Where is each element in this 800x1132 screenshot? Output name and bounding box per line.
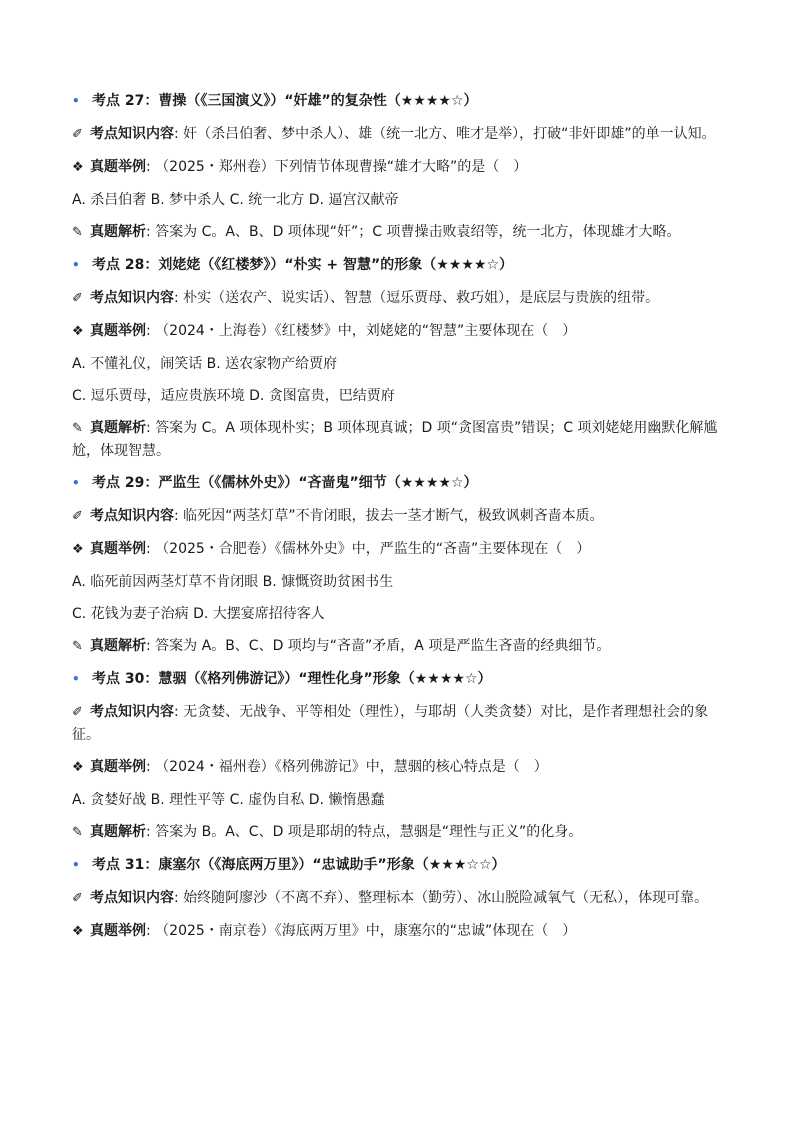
section-heading: [72, 254, 732, 276]
analysis-label: 真题解析: [90, 224, 146, 240]
knowledge-text: : 奸（杀吕伯奢、梦中杀人）、雄（统一北方、唯才是举），打破“非奸即雄”的单一认知。: [174, 126, 716, 142]
option-line: A. 杀吕伯奢 B. 梦中杀人 C. 统一北方 D. 逼宫汉献帝: [72, 192, 399, 208]
analysis-text: : 答案为 B。A、C、D 项是耶胡的特点，慧骃是“理性与正义”的化身。: [146, 824, 583, 840]
knowledge-paragraph: [72, 287, 732, 310]
section-31: [72, 854, 732, 943]
heading-text: 考点 31：康塞尔（《海底两万里》）“忠诚助手”形象（★★★☆☆）: [92, 857, 506, 873]
question-text: : （2024・上海卷）《红楼梦》中，刘姥姥的“智慧”主要体现在（ ）: [146, 323, 577, 339]
diamond-icon: ❖: [72, 160, 84, 175]
document-page: [72, 90, 732, 943]
option-line: C. 花钱为妻子治病 D. 大摆宴席招待客人: [72, 606, 325, 622]
question-label: 真题举例: [90, 541, 146, 557]
question-label: 真题举例: [90, 323, 146, 339]
section-heading: [72, 854, 732, 876]
bullet-icon: •: [72, 258, 80, 272]
option-line: A. 贪婪好战 B. 理性平等 C. 虚伪自私 D. 懒惰愚蠢: [72, 792, 385, 808]
pencil-icon: ✐: [72, 509, 83, 524]
knowledge-paragraph: [72, 887, 732, 910]
section-heading: [72, 668, 732, 690]
question-label: 真题举例: [90, 159, 146, 175]
analysis-label: 真题解析: [90, 638, 146, 654]
pen-icon: ✎: [72, 421, 83, 436]
heading-text: 考点 28：刘姥姥（《红楼梦》）“朴实 + 智慧”的形象（★★★★☆）: [92, 257, 513, 273]
knowledge-label: 考点知识内容: [90, 704, 174, 720]
section-28: [72, 254, 732, 462]
question-paragraph: [72, 756, 732, 779]
analysis-text: : 答案为 A。B、C、D 项均与“吝啬”矛盾，A 项是严监生吝啬的经典细节。: [146, 638, 611, 654]
question-paragraph: [72, 920, 732, 943]
option-line: A. 不懂礼仪，闹笑话 B. 送农家物产给贾府: [72, 356, 338, 372]
knowledge-text: : 始终随阿廖沙（不离不弃）、整理标本（勤劳）、冰山脱险减氧气（无私），体现可靠。: [174, 890, 709, 906]
knowledge-label: 考点知识内容: [90, 290, 174, 306]
question-text: : （2025・合肥卷）《儒林外史》中，严监生的“吝啬”主要体现在（ ）: [146, 541, 591, 557]
section-30: [72, 668, 732, 844]
question-paragraph: [72, 156, 732, 179]
diamond-icon: ❖: [72, 760, 84, 775]
pen-icon: ✎: [72, 639, 83, 654]
section-29: [72, 472, 732, 658]
analysis-paragraph: [72, 635, 732, 658]
bullet-icon: •: [72, 672, 80, 686]
diamond-icon: ❖: [72, 542, 84, 557]
analysis-paragraph: [72, 221, 732, 244]
knowledge-label: 考点知识内容: [90, 508, 174, 524]
knowledge-label: 考点知识内容: [90, 126, 174, 142]
question-paragraph: [72, 320, 732, 343]
diamond-icon: ❖: [72, 924, 84, 939]
knowledge-paragraph: [72, 123, 732, 146]
knowledge-paragraph: [72, 701, 732, 746]
bullet-icon: •: [72, 94, 80, 108]
heading-text: 考点 30：慧骃（《格列佛游记》）“理性化身”形象（★★★★☆）: [92, 671, 492, 687]
knowledge-text: : 无贪婪、无战争、平等相处（理性），与耶胡（人类贪婪）对比，是作者理想社会的象征。: [72, 704, 709, 743]
bullet-icon: •: [72, 858, 80, 872]
pencil-icon: ✐: [72, 891, 83, 906]
analysis-text: : 答案为 C。A 项体现朴实；B 项体现真诚；D 项“贪图富贵”错误；C 项刘姥姥用幽默化解尴尬，体现智慧。: [72, 420, 718, 459]
section-27: [72, 90, 732, 244]
question-text: : （2025・郑州卷）下列情节体现曹操“雄才大略”的是（ ）: [146, 159, 528, 175]
bullet-icon: •: [72, 476, 80, 490]
analysis-text: : 答案为 C。A、B、D 项体现“奸”；C 项曹操击败袁绍等，统一北方，体现雄才大略。: [146, 224, 681, 240]
heading-text: 考点 29：严监生（《儒林外史》）“吝啬鬼”细节（★★★★☆）: [92, 475, 478, 491]
section-heading: [72, 90, 732, 112]
analysis-paragraph: [72, 821, 732, 844]
analysis-paragraph: [72, 417, 732, 462]
analysis-label: 真题解析: [90, 420, 146, 436]
option-line: C. 逗乐贾母，适应贵族环境 D. 贪图富贵，巴结贾府: [72, 388, 395, 404]
knowledge-paragraph: [72, 505, 732, 528]
diamond-icon: ❖: [72, 324, 84, 339]
pencil-icon: ✐: [72, 127, 83, 142]
knowledge-text: : 临死因“两茎灯草”不肯闭眼，拔去一茎才断气，极致讽刺吝啬本质。: [174, 508, 604, 524]
pen-icon: ✎: [72, 825, 83, 840]
knowledge-label: 考点知识内容: [90, 890, 174, 906]
option-line: A. 临死前因两茎灯草不肯闭眼 B. 慷慨资助贫困书生: [72, 574, 394, 590]
analysis-label: 真题解析: [90, 824, 146, 840]
section-heading: [72, 472, 732, 494]
question-text: : （2024・福州卷）《格列佛游记》中，慧骃的核心特点是（ ）: [146, 759, 548, 775]
pencil-icon: ✐: [72, 291, 83, 306]
pen-icon: ✎: [72, 225, 83, 240]
question-label: 真题举例: [90, 923, 146, 939]
pencil-icon: ✐: [72, 705, 83, 720]
heading-text: 考点 27：曹操（《三国演义》）“奸雄”的复杂性（★★★★☆）: [92, 93, 478, 109]
question-label: 真题举例: [90, 759, 146, 775]
knowledge-text: : 朴实（送农产、说实话）、智慧（逗乐贾母、救巧姐），是底层与贵族的纽带。: [174, 290, 660, 306]
question-text: : （2025・南京卷）《海底两万里》中，康塞尔的“忠诚”体现在（ ）: [146, 923, 577, 939]
question-paragraph: [72, 538, 732, 561]
